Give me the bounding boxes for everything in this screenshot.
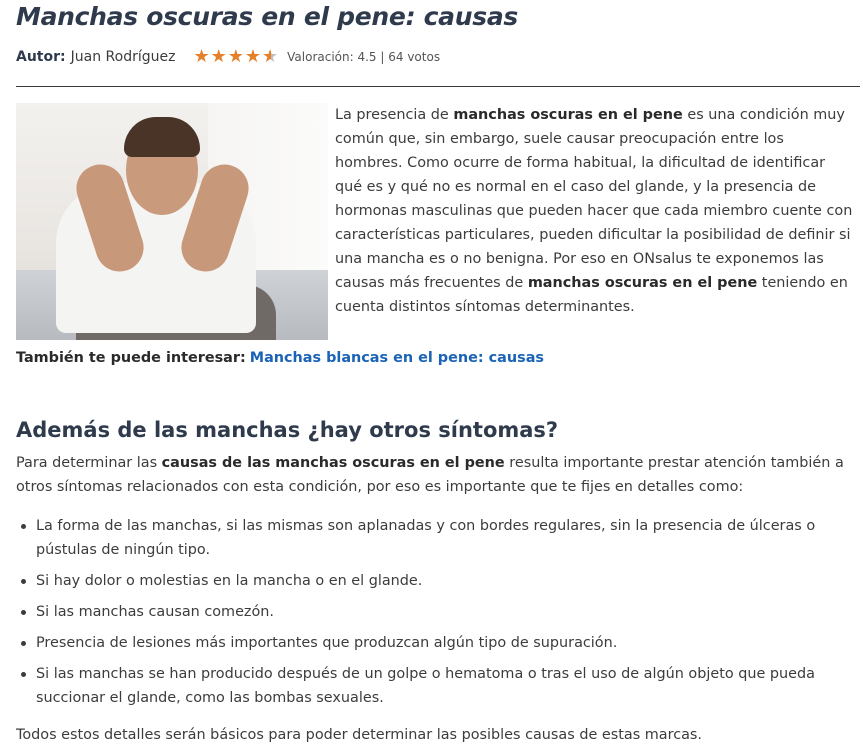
list-item: Si las manchas se han producido después de un golpe o hematoma o tras el uso de algún objeto que pueda succionar el glande, como las bombas sexuales. [16, 662, 846, 710]
section-heading: Además de las manchas ¿hay otros síntomas? [16, 418, 559, 442]
author-label: Autor: [16, 49, 66, 65]
header-divider [16, 86, 860, 87]
symptoms-list [16, 514, 846, 717]
star-icon[interactable]: ★ [193, 46, 210, 67]
intro-paragraph: La presencia de manchas oscuras en el pene es una condición muy común que, sin embargo, suele causar preocupación entre los hombres. Como ocurre de forma habitual, la dificultad de identificar qué es y qué no es normal en el caso del glande, y la presencia de hormonas masculinas que pueden hacer que cada miembro cuente con características particulares, pueden dificultar la posibilidad de definir si una mancha es o no benigna. Por eso en ONsalus te exponemos las causas más frecuentes de manchas oscuras en el pene teniendo en cuenta distintos síntomas determinantes. [335, 107, 853, 315]
half-star-icon[interactable]: ★ [262, 46, 279, 67]
star-icon[interactable]: ★ [244, 46, 262, 67]
intro-keyword: manchas oscuras en el pene [453, 107, 683, 123]
related-article [16, 350, 544, 366]
list-item: La forma de las manchas, si las mismas son aplanadas y con bordes regulares, sin la presencia de úlceras o pústulas de ningún tipo. [16, 514, 846, 562]
star-icon[interactable]: ★ [210, 46, 227, 67]
article-title: Manchas oscuras en el pene: causas [16, 2, 518, 31]
intro-keyword: manchas oscuras en el pene [527, 275, 758, 291]
list-item: Presencia de lesiones más importantes que produzcan algún tipo de supuración. [16, 631, 846, 655]
author-name: Juan Rodríguez [70, 49, 176, 65]
star-icon[interactable]: ★ [227, 46, 244, 67]
rating-stars[interactable] [193, 48, 279, 66]
section-keyword: causas de las manchas oscuras en el pene [161, 455, 505, 471]
list-item: Si hay dolor o molestias en la mancha o en el glande. [16, 569, 846, 593]
related-label: También te puede interesar: [16, 350, 246, 366]
rating-text: Valoración: 4.5 | 64 votos [287, 50, 441, 64]
article-meta [16, 48, 440, 66]
list-item: Si las manchas causan comezón. [16, 600, 846, 624]
article-photo [16, 103, 328, 340]
closing-paragraph: Todos estos detalles serán básicos para poder determinar las posibles causas de estas marcas. [16, 727, 702, 743]
section-paragraph: Para determinar las causas de las manchas oscuras en el pene resulta importante prestar atención también a otros síntomas relacionados con esta condición, por eso es importante que te fijes en detalles como: [16, 455, 844, 495]
related-link[interactable]: Manchas blancas en el pene: causas [249, 350, 544, 366]
